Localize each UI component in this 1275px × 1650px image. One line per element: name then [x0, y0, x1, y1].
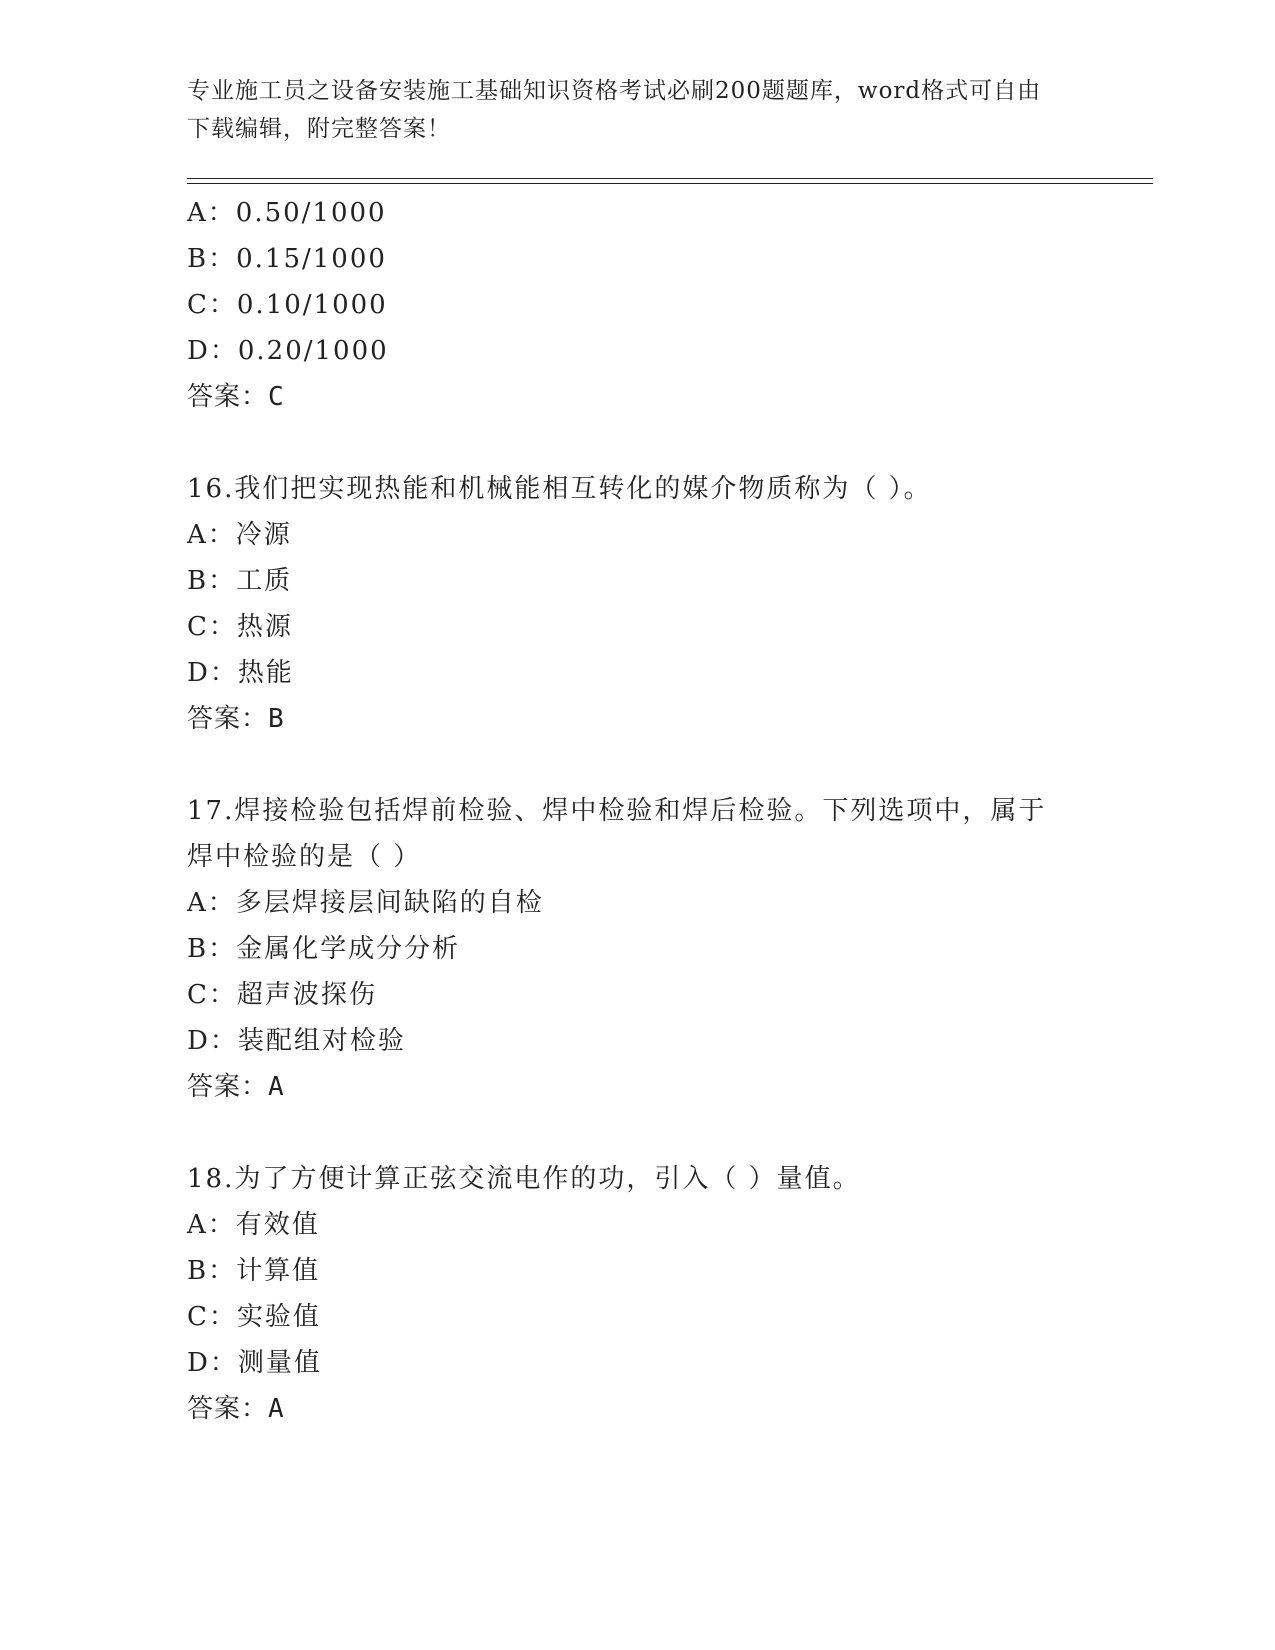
option-b: B：工质 — [187, 566, 293, 596]
question-list — [187, 190, 1147, 1432]
option-a: A：多层焊接层间缺陷的自检 — [187, 888, 544, 918]
header-divider-bottom — [187, 183, 1153, 184]
option-d: D：热能 — [187, 658, 294, 688]
spacer — [187, 420, 1147, 466]
option-a: A：0.50/1000 — [187, 198, 387, 228]
header-divider-top — [187, 178, 1153, 179]
question-15-partial — [187, 190, 1147, 420]
document-header — [187, 72, 1067, 148]
spacer — [187, 1110, 1147, 1156]
answer-line: 答案：A — [187, 1072, 285, 1102]
option-c: C：实验值 — [187, 1302, 321, 1332]
option-d: D：0.20/1000 — [187, 336, 389, 366]
option-d: D：测量值 — [187, 1348, 322, 1378]
option-b: B：0.15/1000 — [187, 244, 387, 274]
option-b: B：金属化学成分分析 — [187, 934, 461, 964]
question-stem: 16.我们把实现热能和机械能相互转化的媒介物质称为（ ）。 — [187, 474, 932, 504]
question-18 — [187, 1156, 1147, 1432]
header-title-line-1: 专业施工员之设备安装施工基础知识资格考试必刷200题题库，word格式可自由 — [187, 78, 1042, 104]
question-stem-line-1: 17.焊接检验包括焊前检验、焊中检验和焊后检验。下列选项中，属于 — [187, 796, 1047, 826]
option-a: A：冷源 — [187, 520, 292, 550]
option-c: C：热源 — [187, 612, 293, 642]
spacer — [187, 742, 1147, 788]
answer-line: 答案：B — [187, 704, 285, 734]
question-stem: 18.为了方便计算正弦交流电作的功，引入（ ）量值。 — [187, 1164, 861, 1194]
header-title-line-2: 下载编辑，附完整答案！ — [187, 116, 451, 142]
answer-line: 答案：A — [187, 1394, 285, 1424]
answer-line: 答案：C — [187, 382, 285, 412]
option-a: A：有效值 — [187, 1210, 320, 1240]
question-17 — [187, 788, 1147, 1110]
question-stem-line-2: 焊中检验的是（ ） — [187, 842, 422, 872]
option-c: C：超声波探伤 — [187, 980, 377, 1010]
option-b: B：计算值 — [187, 1256, 321, 1286]
question-16 — [187, 466, 1147, 742]
option-d: D：装配组对检验 — [187, 1026, 406, 1056]
option-c: C：0.10/1000 — [187, 290, 388, 320]
